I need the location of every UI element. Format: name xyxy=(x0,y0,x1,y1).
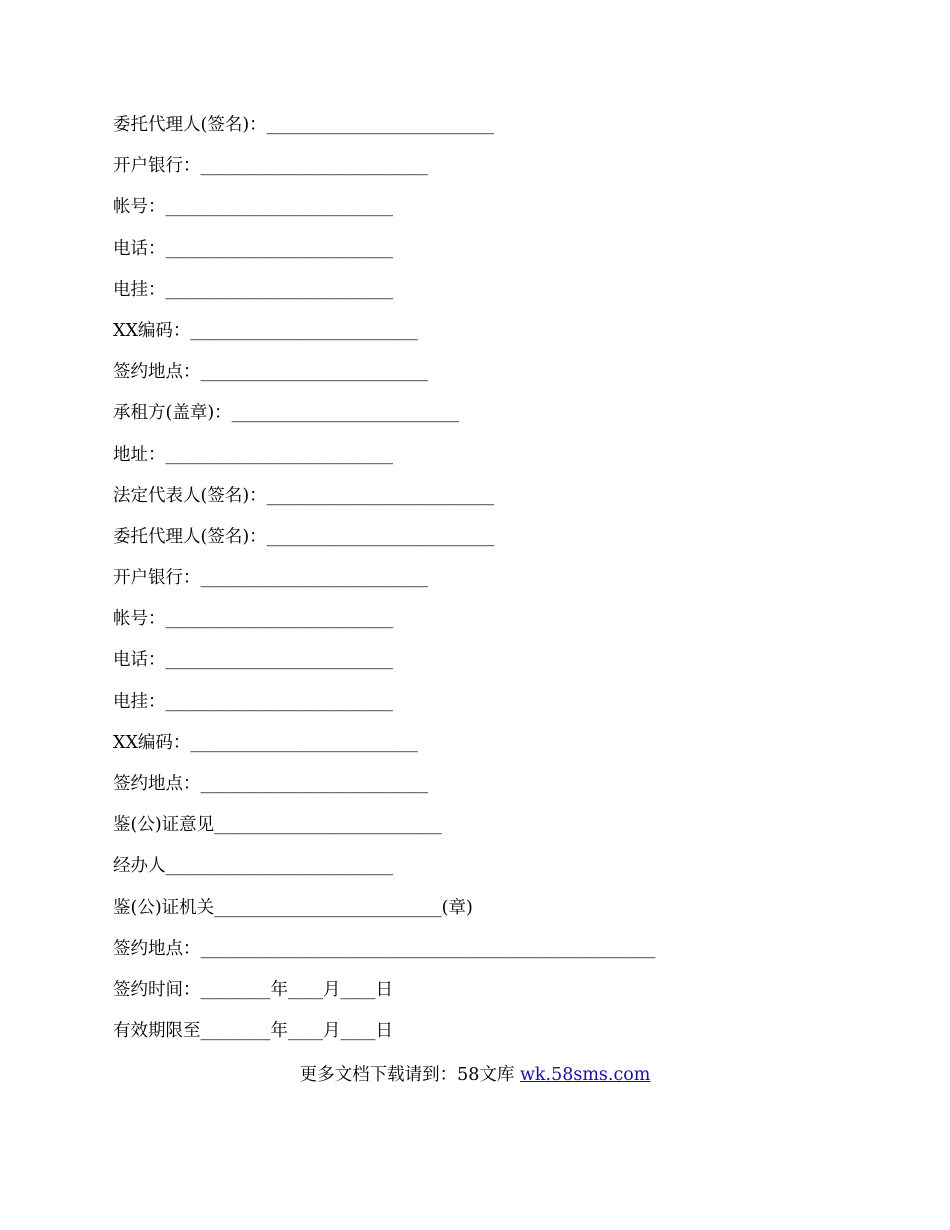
field-line-agent-signature-2: 委托代理人(签名)：__________________________ xyxy=(113,526,495,547)
field-line-notary-opinion: 鉴(公)证意见__________________________ xyxy=(113,815,442,836)
field-line-signing-place-2: 签约地点：__________________________ xyxy=(113,774,428,794)
field-line-bank-2: 开户银行：__________________________ xyxy=(113,568,428,589)
field-line-legal-representative: 法定代表人(签名)：__________________________ xyxy=(113,485,495,506)
field-line-bank: 开户银行：__________________________ xyxy=(113,156,428,177)
field-line-account-2: 帐号：__________________________ xyxy=(113,609,393,630)
field-line-address: 地址：__________________________ xyxy=(113,444,393,465)
field-line-phone-2: 电话：__________________________ xyxy=(113,650,393,671)
field-line-account: 帐号：__________________________ xyxy=(113,197,393,218)
field-line-lessee-seal: 承租方(盖章)：__________________________ xyxy=(113,403,460,424)
contract-signature-block xyxy=(113,111,873,1058)
field-line-phone: 电话：__________________________ xyxy=(113,238,393,259)
footer-download-note xyxy=(0,1061,950,1089)
footer-website-link[interactable]: wk.58sms.com xyxy=(519,1065,651,1085)
field-line-notary-office: 鉴(公)证机关__________________________(章) xyxy=(113,897,473,918)
field-line-signing-place-3: 签约地点：____________________________________________________ xyxy=(113,938,656,959)
field-line-handler: 经办人__________________________ xyxy=(113,856,393,877)
field-line-signing-place: 签约地点：__________________________ xyxy=(113,362,428,383)
field-line-signing-date: 签约时间：________年____月____日 xyxy=(113,979,393,1000)
footer-prefix-text: 更多文档下载请到：58文库 xyxy=(299,1065,520,1085)
field-line-telegraph: 电挂：__________________________ xyxy=(113,279,393,300)
field-line-agent-signature: 委托代理人(签名)：__________________________ xyxy=(113,115,495,135)
field-line-postcode-2: XX编码：__________________________ xyxy=(113,732,418,753)
field-line-validity-period: 有效期限至________年____月____日 xyxy=(113,1021,393,1042)
field-line-telegraph-2: 电挂：__________________________ xyxy=(113,691,393,712)
field-line-postcode: XX编码：__________________________ xyxy=(113,320,418,341)
